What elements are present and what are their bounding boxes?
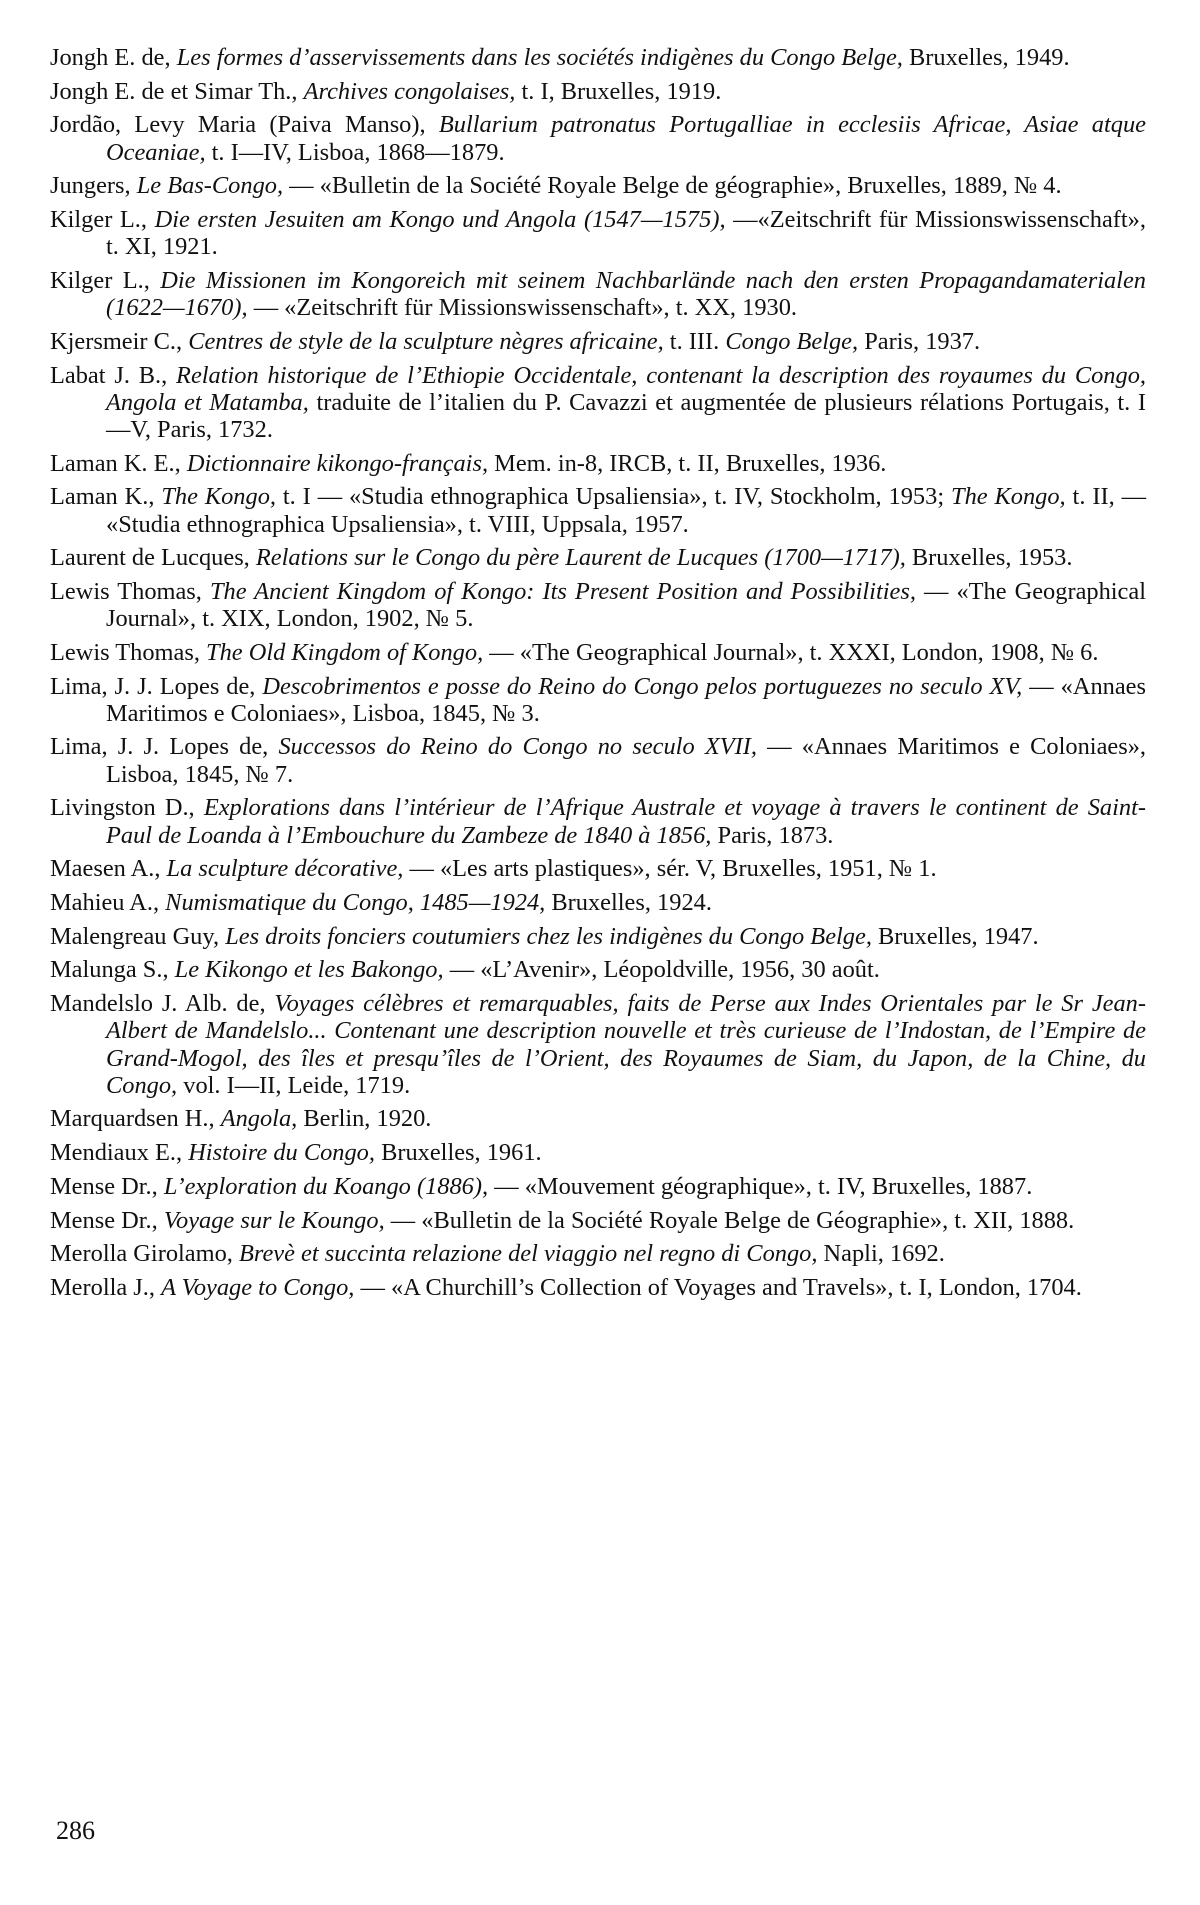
entry-title: Numismatique du Congo, 1485—1924,: [165, 888, 546, 916]
entry-title: Le Bas-Congo,: [136, 172, 284, 200]
entry-details: — «Annaes Maritimos e Coloniaes», Lisboa, 1845, № 7.: [106, 733, 1147, 788]
entry-author: Malengreau Guy,: [50, 922, 226, 950]
entry-author: Jongh E. de et Simar Th.,: [50, 77, 304, 105]
entry-details: — «Zeitschrift für Missionswissenschaft», t. XX, 1930.: [247, 294, 798, 322]
entry-title: Die ersten Jesuiten am Kongo und Angola (1547—1575),: [154, 206, 726, 234]
bibliography-entry: [50, 1173, 1146, 1200]
entry-details: — «Bulletin de la Société Royale Belge de géographie», Bruxelles, 1889, № 4.: [283, 172, 1062, 200]
entry-author: Jungers,: [50, 172, 137, 200]
entry-author: Laurent de Lucques,: [50, 544, 256, 572]
entry-title: Archives congolaises,: [303, 77, 516, 105]
entry-title: Descobrimentos e posse do Reino do Congo pelos portuguezes no seculo XV,: [262, 672, 1023, 700]
entry-title-secondary: The Kongo,: [951, 483, 1066, 511]
entry-details: t. I, Bruxelles, 1919.: [515, 77, 722, 105]
entry-author: Mense Dr.,: [50, 1172, 164, 1200]
entry-author: Jordão, Levy Maria (Paiva Manso),: [50, 111, 439, 139]
entry-title: The Ancient Kingdom of Kongo: Its Present Position and Possibilities,: [209, 577, 916, 605]
bibliography-entry: [50, 206, 1146, 260]
entry-author: Mandelslo J. Alb. de,: [50, 990, 275, 1018]
entry-author: Merolla J.,: [50, 1273, 162, 1301]
entry-author: Mense Dr.,: [50, 1206, 164, 1234]
bibliography-entry: [50, 990, 1146, 1099]
entry-title: Centres de style de la sculpture nègres africaine,: [188, 327, 664, 355]
bibliography-entry: [50, 923, 1146, 950]
entry-title: Relations sur le Congo du père Laurent de Lucques (1700—1717),: [255, 544, 906, 572]
page-number: 286: [56, 1816, 95, 1845]
bibliography-entry: [50, 544, 1146, 571]
entry-details-secondary: Paris, 1937.: [858, 327, 981, 355]
bibliography-entry: [50, 111, 1146, 165]
entry-details: — «The Geographical Journal», t. XXXI, London, 1908, № 6.: [483, 638, 1099, 666]
entry-title: Brevè et succinta relazione del viaggio nel regno di Congo,: [238, 1240, 818, 1268]
entry-title: Die Missionen im Kongoreich mit seinem Nachbarlände nach den ersten Propagandamaterialen (1622—1670),: [106, 266, 1146, 322]
bibliography-entry: [50, 328, 1146, 355]
entry-details: Paris, 1873.: [711, 821, 834, 849]
entry-details: Napli, 1692.: [817, 1240, 945, 1268]
entry-author: Merolla Girolamo,: [50, 1240, 239, 1268]
entry-title: Dictionnaire kikongo-français,: [186, 449, 489, 477]
entry-details: — «Mouvement géographique», t. IV, Bruxelles, 1887.: [488, 1172, 1033, 1200]
bibliography-entry: [50, 733, 1146, 787]
bibliography-entry: [50, 483, 1146, 537]
entry-author: Lima, J. J. Lopes de,: [50, 733, 279, 761]
entry-title: A Voyage to Congo,: [161, 1273, 355, 1301]
entry-title: Histoire du Congo,: [188, 1139, 375, 1167]
entry-author: Marquardsen H.,: [50, 1105, 221, 1133]
entry-author: Kilger L.,: [50, 206, 155, 234]
bibliography-entry: [50, 578, 1146, 632]
entry-author: Malunga S.,: [50, 956, 175, 984]
entry-author: Laman K. E.,: [50, 449, 187, 477]
bibliography-entry: [50, 172, 1146, 199]
entry-title: Relation historique de l’Ethiopie Occidentale, contenant la description des royaumes du Congo, Angola et Matamba,: [106, 361, 1146, 416]
entry-title-secondary: Congo Belge,: [725, 327, 859, 355]
entry-details: — «Bulletin de la Société Royale Belge de Géographie», t. XII, 1888.: [384, 1206, 1075, 1234]
entry-title: Angola,: [220, 1105, 298, 1133]
bibliography-entry: [50, 673, 1146, 727]
entry-title: Le Kikongo et les Bakongo,: [174, 956, 444, 984]
entry-author: Livingston D.,: [50, 794, 204, 822]
entry-details-secondary: t. II, — «Studia ethnographica Upsaliensia», t. VIII, Uppsala, 1957.: [106, 483, 1146, 538]
entry-title: Explorations dans l’intérieur de l’Afrique Australe et voyage à travers le continent de Saint-Paul de Loanda à l’Embouchure du Zambeze de 1840 à 1856,: [106, 794, 1147, 849]
entry-details: — «L’Avenir», Léopoldville, 1956, 30 août.: [443, 956, 880, 984]
entry-author: Lewis Thomas,: [50, 577, 210, 605]
entry-author: Lima, J. J. Lopes de,: [50, 672, 263, 700]
entry-details: Bruxelles, 1924.: [545, 888, 712, 916]
bibliography-entry: [50, 794, 1146, 848]
bibliography-entry: [50, 1139, 1146, 1166]
bibliography-entry: [50, 267, 1146, 321]
entry-details: — «Les arts plastiques», sér. V, Bruxelles, 1951, № 1.: [403, 855, 937, 883]
entry-author: Lewis Thomas,: [50, 638, 207, 666]
entry-details: —«Zeitschrift für Missionswissenschaft», t. XI, 1921.: [106, 206, 1146, 261]
entry-title: Voyages célèbres et remarquables, faits de Perse aux Indes Orientales par le Sr Jean-Albert de Mandelslo... Contenant une description nouvelle et très curieuse de l’Indostan, de l’Empire de Grand-Mogol, des îles et presqu’îles de l’Orient, des Royaumes de Siam, du Japon, de la Chine, du Congo,: [106, 990, 1146, 1099]
entry-title: Voyage sur le Koungo,: [163, 1206, 385, 1234]
entry-title: The Old Kingdom of Kongo,: [206, 638, 484, 666]
entry-details: t. I—IV, Lisboa, 1868—1879.: [205, 138, 505, 166]
bibliography-entry: [50, 362, 1146, 444]
entry-details: — «Annaes Maritimos e Coloniaes», Lisboa, 1845, № 3.: [106, 672, 1146, 727]
entry-author: Jongh E. de,: [50, 44, 177, 71]
bibliography-list: [50, 44, 1146, 1308]
bibliography-entry: [50, 450, 1146, 477]
entry-details: t. I — «Studia ethnographica Upsaliensia», t. IV, Stockholm, 1953;: [275, 483, 951, 511]
entry-title: Les formes d’asservissements dans les sociétés indigènes du Congo Belge,: [176, 44, 903, 71]
entry-details: Bruxelles, 1953.: [905, 544, 1073, 572]
entry-details: vol. I—II, Leide, 1719.: [177, 1071, 411, 1099]
bibliography-entry: [50, 44, 1146, 71]
entry-author: Mahieu A.,: [50, 888, 166, 916]
entry-author: Laman K.,: [50, 483, 162, 511]
bibliography-entry: [50, 956, 1146, 983]
entry-title: L’exploration du Koango (1886),: [163, 1172, 489, 1200]
entry-title: The Kongo,: [161, 483, 276, 511]
entry-title: Bullarium patronatus Portugalliae in ecclesiis Africae, Asiae atque Oceaniae,: [106, 111, 1146, 166]
entry-author: Maesen A.,: [50, 855, 167, 883]
entry-author: Mendiaux E.,: [50, 1139, 189, 1167]
bibliography-entry: [50, 1207, 1146, 1234]
bibliography-entry: [50, 1274, 1146, 1301]
entry-details: Berlin, 1920.: [297, 1105, 432, 1133]
bibliography-entry: [50, 889, 1146, 916]
entry-title: Les droits fonciers coutumiers chez les indigènes du Congo Belge,: [225, 922, 872, 950]
bibliography-entry: [50, 78, 1146, 105]
entry-details: Bruxelles, 1949.: [902, 44, 1070, 71]
entry-details: Bruxelles, 1961.: [374, 1139, 542, 1167]
entry-title: La sculpture décorative,: [166, 855, 404, 883]
entry-details: traduite de l’italien du P. Cavazzi et augmentée de plusieurs rélations Portugais, t. I—V, Paris, 1732.: [106, 388, 1146, 443]
entry-author: Kjersmeir C.,: [50, 327, 189, 355]
entry-title: Successos do Reino do Congo no seculo XVII,: [278, 733, 757, 761]
entry-details: t. III.: [663, 327, 726, 355]
bibliography-entry: [50, 855, 1146, 882]
entry-details: — «A Churchill’s Collection of Voyages and Travels», t. I, London, 1704.: [354, 1273, 1082, 1301]
entry-author: Kilger L.,: [50, 266, 161, 294]
bibliography-entry: [50, 1105, 1146, 1132]
entry-details: — «The Geographical Journal», t. XIX, London, 1902, № 5.: [106, 577, 1146, 633]
bibliography-entry: [50, 639, 1146, 666]
entry-details: Bruxelles, 1947.: [871, 922, 1039, 950]
bibliography-entry: [50, 1240, 1146, 1267]
entry-author: Labat J. B.,: [50, 361, 177, 389]
entry-details: Mem. in-8, IRCB, t. II, Bruxelles, 1936.: [488, 449, 887, 477]
